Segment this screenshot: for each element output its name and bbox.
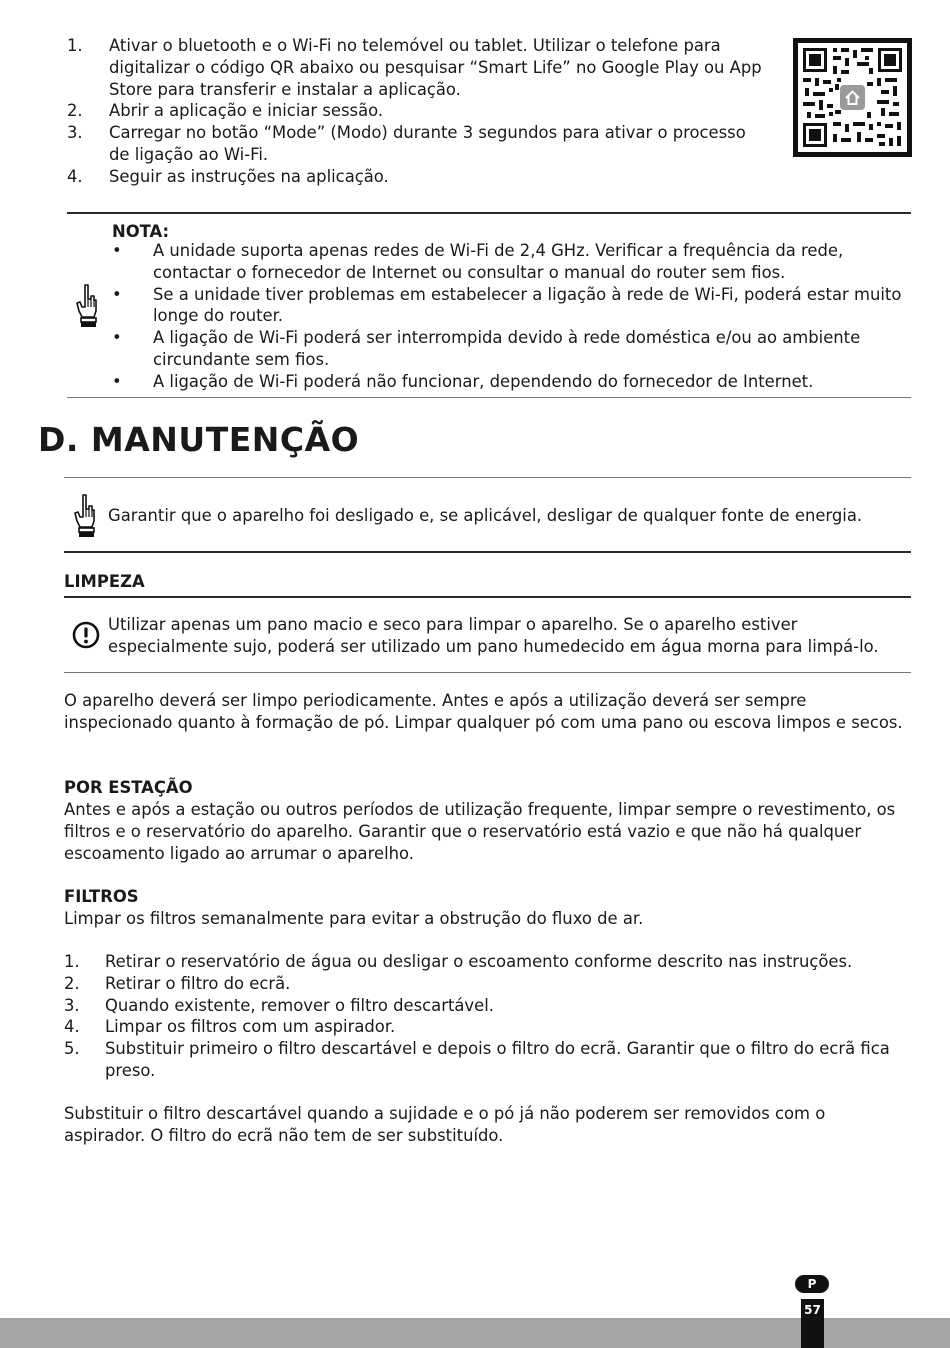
step-text: Seguir as instruções na aplicação. [109, 166, 389, 186]
bullet-symbol: • [112, 371, 122, 391]
season-heading: POR ESTAÇÃO [64, 778, 193, 797]
filters-intro: Limpar os filtros semanalmente para evitar a obstrução do fluxo de ar. [64, 909, 644, 928]
setup-step [67, 100, 767, 122]
note-bullet-text: A ligação de Wi-Fi poderá ser interrompida devido à rede doméstica e/ou ao ambiente circundante sem fios. [153, 328, 861, 369]
note-bullet-text: Se a unidade tiver problemas em estabelecer a ligação à rede de Wi-Fi, poderá estar muito longe do router. [153, 284, 902, 326]
note-bullet [112, 240, 902, 284]
bullet-symbol: • [112, 241, 122, 260]
power-note-text: Garantir que o aparelho foi desligado e, se aplicável, desligar de qualquer fonte de energia. [108, 506, 863, 525]
step-number: 4. [64, 1017, 80, 1037]
step-number: 2. [64, 973, 80, 993]
language-badge-label: P [807, 1277, 817, 1291]
note-top-rule [67, 212, 911, 214]
step-number: 1. [64, 952, 80, 971]
bullet-symbol: • [112, 284, 122, 304]
step-number: 2. [67, 101, 83, 121]
filter-step [64, 973, 909, 995]
step-text: Carregar no botão “Mode” (Modo) durante 3 segundos para ativar o processo de ligação ao Wi-Fi. [109, 123, 746, 164]
note-bullet-text: A unidade suporta apenas redes de Wi-Fi de 2,4 GHz. Verificar a frequência da rede, contactar o fornecedor de Internet ou consultar o manual do router sem fios. [153, 241, 844, 282]
step-text: Limpar os filtros com um aspirador. [105, 1017, 396, 1037]
filter-steps [64, 951, 909, 1082]
qr-code-icon [793, 38, 912, 157]
step-text: Retirar o reservatório de água ou desligar o escoamento conforme descrito nas instruções. [105, 952, 853, 971]
setup-step [67, 122, 767, 166]
language-badge [795, 1275, 829, 1293]
power-note-top-rule [64, 477, 911, 478]
cleaning-warning-top-rule [64, 596, 911, 598]
power-note-bottom-rule [64, 551, 911, 553]
filters-outro: Substituir o filtro descartável quando a sujidade e o pó já não poderem ser removidos com o aspirador. O filtro do ecrã não tem de ser substituído. [64, 1104, 826, 1145]
note-bullet-text: A ligação de Wi-Fi poderá não funcionar, dependendo do fornecedor de Internet. [153, 371, 814, 391]
setup-step [67, 166, 767, 188]
filter-step [64, 1016, 909, 1038]
pointing-hand-icon [74, 283, 100, 329]
season-text: Antes e após a estação ou outros períodos de utilização frequente, limpar sempre o revestimento, os filtros e o reservatório do aparelho. Garantir que o reservatório está vazio e que não há qualquer escoamento ligado ao arrumar o aparelho. [64, 800, 896, 863]
cleaning-warning-bottom-rule [64, 672, 911, 673]
page-number-tab [801, 1299, 824, 1348]
section-title: D. MANUTENÇÃO [38, 420, 360, 459]
step-text: Quando existente, remover o filtro descartável. [105, 995, 494, 1015]
filter-step [64, 995, 909, 1017]
step-number: 4. [67, 166, 83, 186]
step-number: 5. [64, 1039, 80, 1059]
page-number: 57 [804, 1303, 821, 1317]
filter-step [64, 951, 909, 973]
note-bullets [112, 240, 902, 393]
note-bullet [112, 327, 902, 371]
cleaning-heading: LIMPEZA [64, 572, 145, 591]
setup-steps [67, 35, 767, 188]
cleaning-paragraph: O aparelho deverá ser limpo periodicamente. Antes e após a utilização deverá ser sempre inspecionado quanto à formação de pó. Limpar qualquer pó com uma pano ou escova limpos e secos. [64, 691, 903, 732]
step-number: 3. [67, 123, 83, 143]
step-text: Retirar o filtro do ecrã. [105, 973, 291, 993]
setup-step [67, 35, 767, 100]
step-number: 1. [67, 36, 83, 55]
step-text: Abrir a aplicação e iniciar sessão. [109, 101, 384, 121]
note-bullet [112, 371, 902, 393]
bullet-symbol: • [112, 328, 122, 348]
pointing-hand-icon [72, 493, 98, 539]
step-text: Substituir primeiro o filtro descartável e depois o filtro do ecrã. Garantir que o filtro do ecrã fica preso. [105, 1039, 890, 1080]
note-bullet [112, 284, 902, 328]
exclamation-circle-icon [72, 621, 100, 649]
note-bottom-rule [67, 397, 911, 398]
cleaning-warning-text: Utilizar apenas um pano macio e seco para limpar o aparelho. Se o aparelho estiver especialmente sujo, poderá ser utilizado um pano humedecido em água morna para limpá-lo. [108, 615, 879, 656]
filter-step [64, 1038, 909, 1082]
step-number: 3. [64, 995, 80, 1015]
note-title: NOTA: [112, 222, 170, 241]
filters-heading: FILTROS [64, 887, 139, 906]
step-text: Ativar o bluetooth e o Wi-Fi no telemóvel ou tablet. Utilizar o telefone para digitalizar o código QR abaixo ou pesquisar “Smart Life” no Google Play ou App Store para transferir e instalar a aplicação. [109, 36, 762, 99]
